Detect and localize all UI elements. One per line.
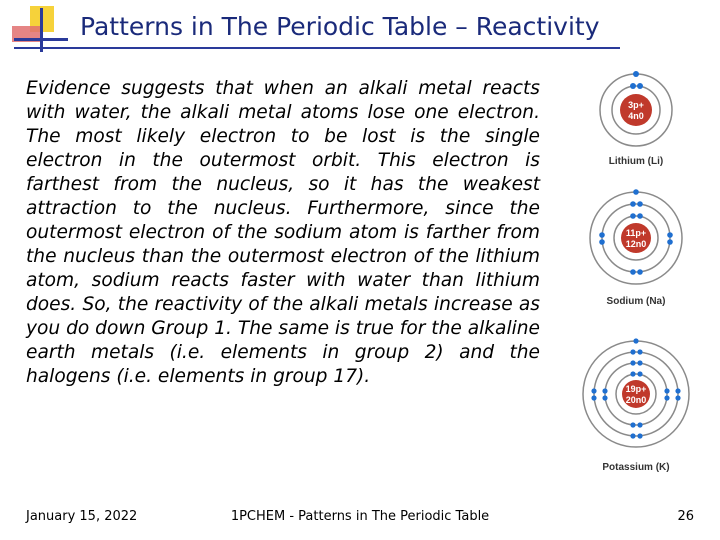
electron [637, 213, 643, 219]
electron [637, 422, 642, 427]
electron [591, 388, 596, 393]
k-protons: 19p+ [625, 384, 647, 394]
slide-title: Patterns in The Periodic Table – Reactivity [80, 12, 600, 41]
electron [630, 360, 635, 365]
na-neutrons: 12n0 [625, 239, 647, 249]
k-neutrons: 20n0 [625, 395, 647, 405]
potassium-label: Potassium (K) [602, 462, 670, 473]
slide-logo [0, 0, 80, 60]
page-number: 26 [677, 509, 694, 524]
footer-title: 1PCHEM - Patterns in The Periodic Table [230, 509, 490, 524]
li-protons: 3p+ [628, 100, 644, 110]
sodium-label: Sodium (Na) [606, 296, 666, 307]
li-nucleus [620, 94, 652, 126]
electron [667, 232, 673, 238]
electron [630, 269, 636, 275]
electron [637, 349, 642, 354]
electron [602, 395, 607, 400]
electron [630, 201, 636, 207]
electron [667, 239, 673, 245]
electron [637, 371, 642, 376]
electron [599, 232, 605, 238]
electron [630, 213, 636, 219]
title-divider [14, 47, 620, 49]
electron [591, 395, 596, 400]
li-neutrons: 4n0 [628, 111, 644, 121]
lithium-label: Lithium (Li) [608, 156, 664, 167]
electron [633, 71, 639, 77]
electron [637, 269, 643, 275]
electron [630, 371, 635, 376]
lithium-atom [600, 71, 672, 146]
body-paragraph: Evidence suggests that when an alkali metal reacts with water, the alkali metal atoms lose one electron. The most likely electron to be lost is the single electron in the outermost orbit. This electron is farthest from the nucleus, so it has the weakest attraction to the nucleus. Furthermore, since the outermost electron of the sodium atom is farther from the nucleus than the outermost electron of the lithium atom, sodium reacts faster with water than lithium does. So, the reactivity of the alkali metals increase as you do down Group 1. The same is true for the alkaline earth metals (i.e. elements in group 2) and the halogens (i.e. elements in group 17). [26, 78, 540, 387]
electron [633, 338, 638, 343]
electron [630, 433, 635, 438]
potassium-atom [583, 338, 689, 447]
electron [637, 433, 642, 438]
atom-diagrams [578, 58, 698, 478]
logo-blue-hbar [14, 38, 68, 41]
electron [602, 388, 607, 393]
electron [599, 239, 605, 245]
electron [637, 83, 643, 89]
na-protons: 11p+ [625, 228, 647, 238]
footer-date: January 15, 2022 [26, 509, 138, 524]
electron [630, 349, 635, 354]
electron [630, 422, 635, 427]
sodium-atom [590, 189, 682, 284]
electron [664, 395, 669, 400]
electron [675, 395, 680, 400]
electron [633, 189, 639, 195]
electron [637, 360, 642, 365]
electron [637, 201, 643, 207]
logo-blue-bar [40, 8, 43, 52]
electron [675, 388, 680, 393]
electron [664, 388, 669, 393]
electron [630, 83, 636, 89]
